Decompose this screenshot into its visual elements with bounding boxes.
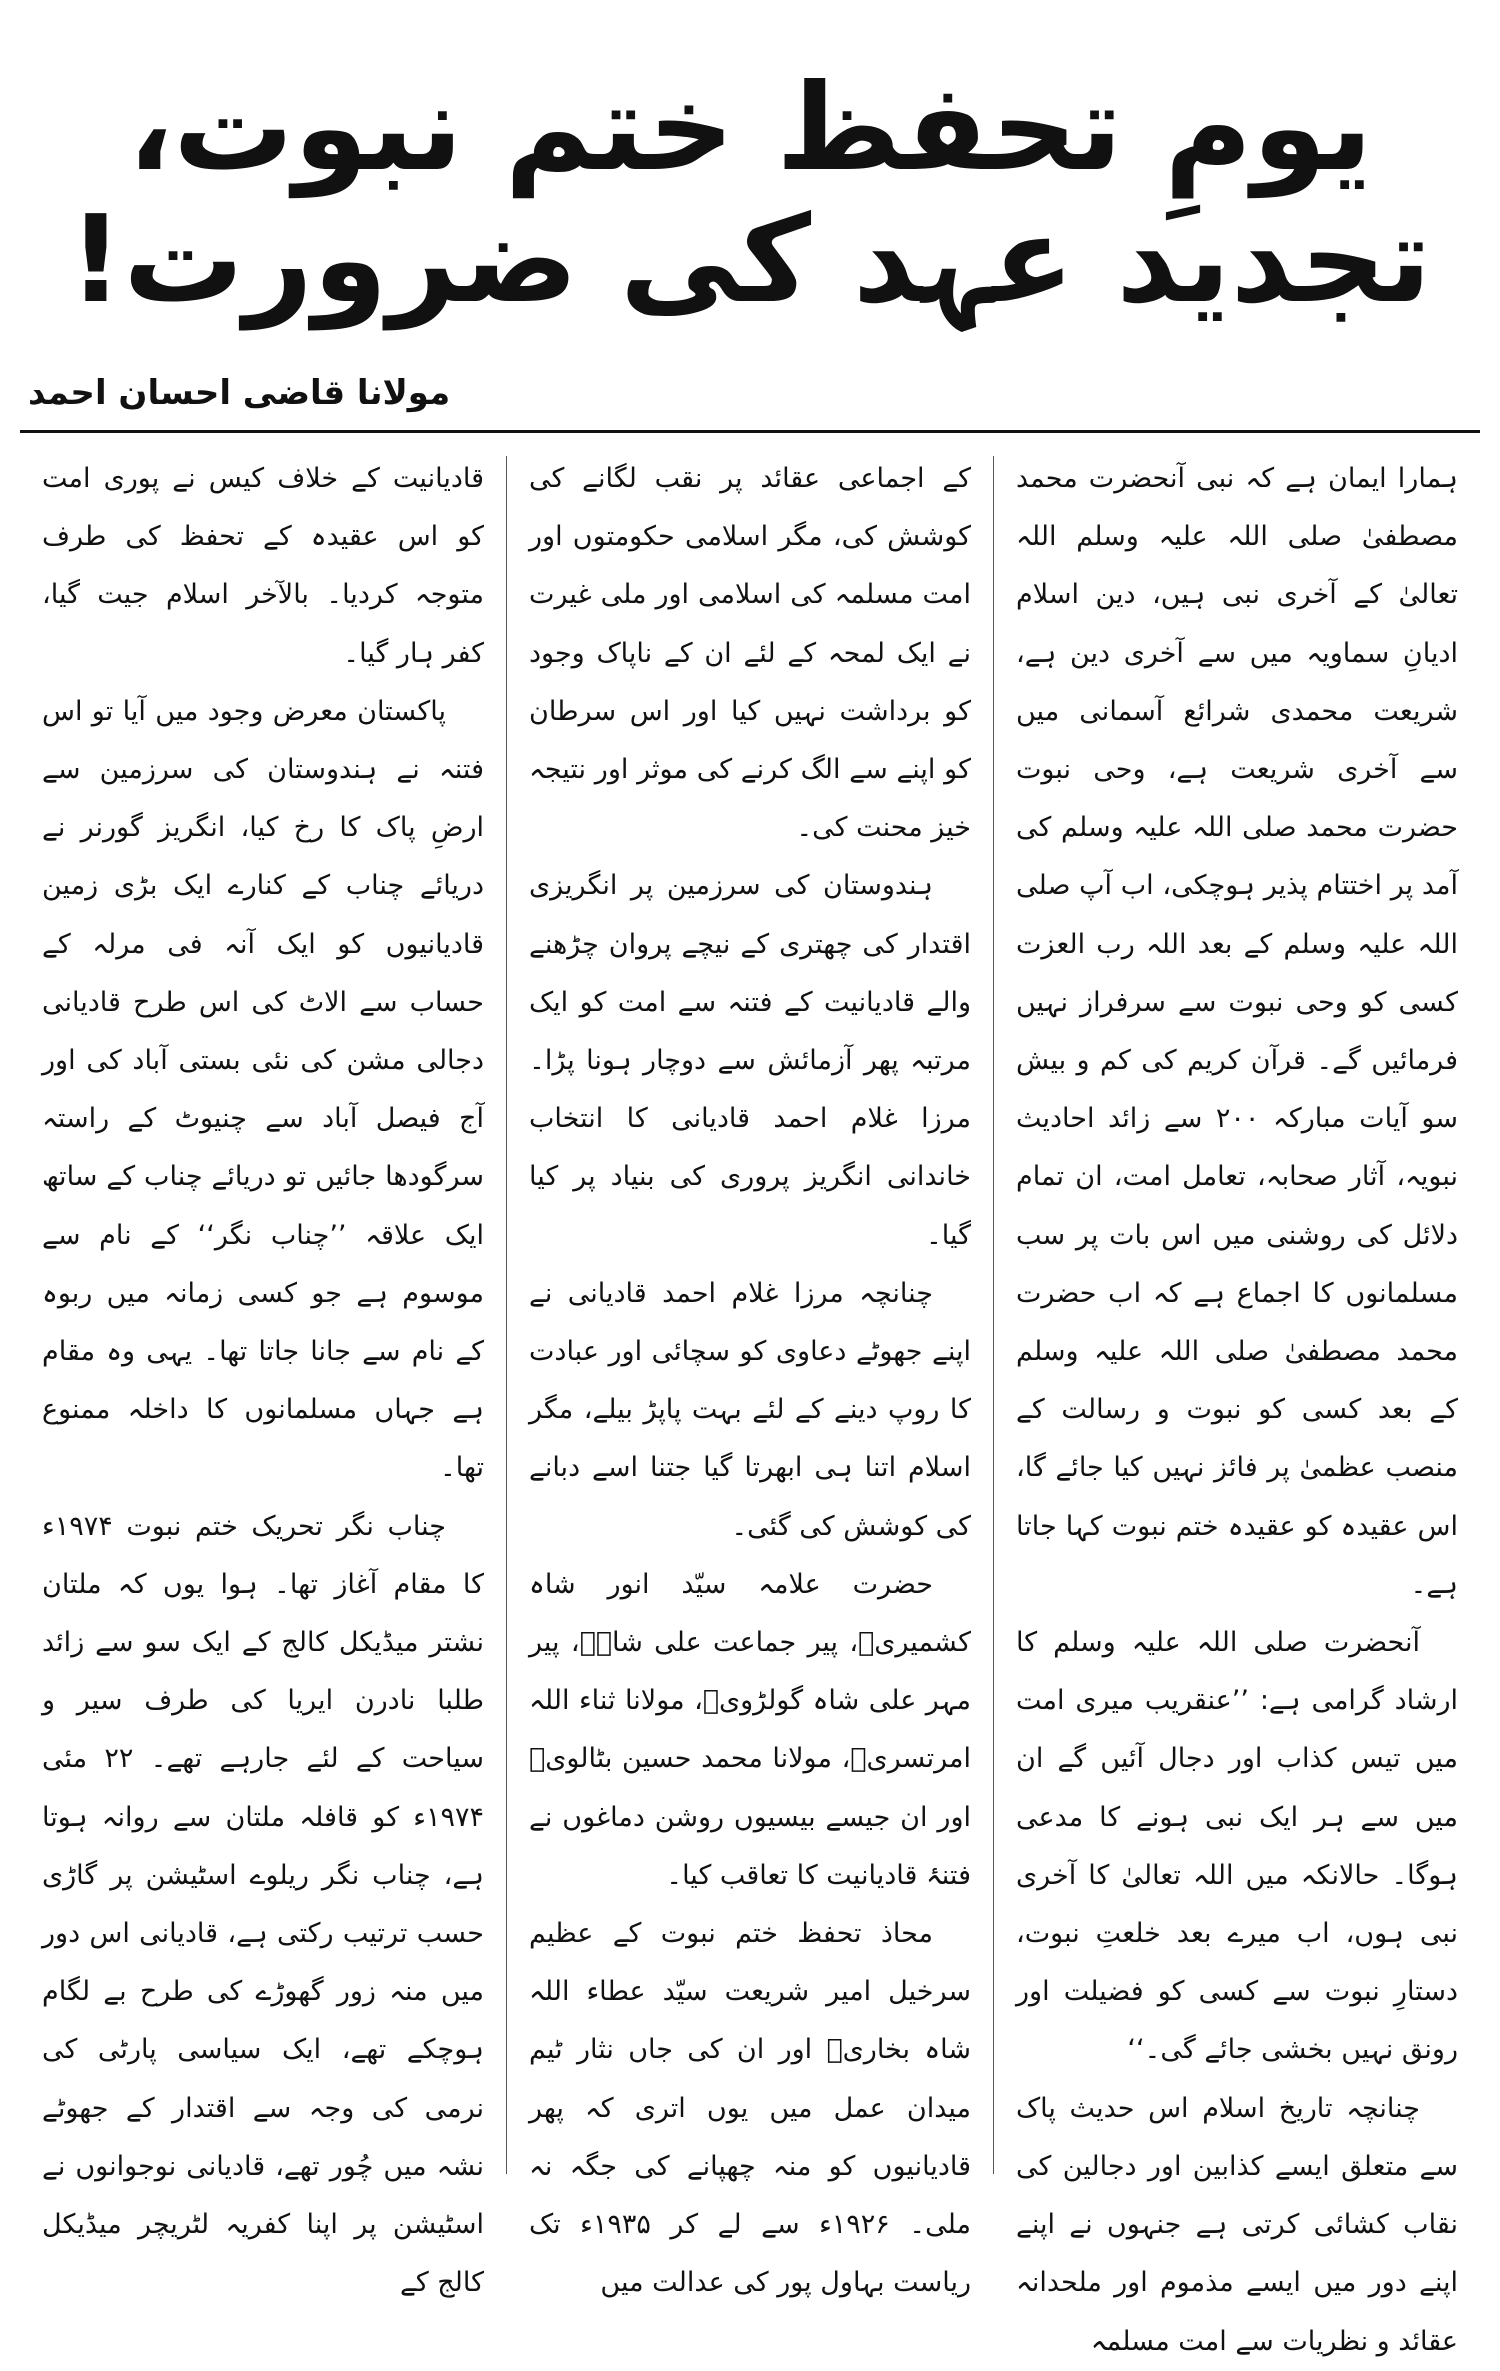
paragraph: آنحضرت صلی اللہ علیہ وسلم کا ارشاد گرامی ہے: ’’عنقریب میری امت میں تیس کذاب اور دجال آئیں گے ان میں سے ہر ایک نبی ہونے کا مدعی ہوگا۔ حالانکہ میں اللہ تعالیٰ کا آخری نبی ہوں، اب میرے بعد خلعتِ نبوت، دستارِ نبوت سے کسی کو فضیلت اور رونق نہیں بخشی جائے گی۔‘‘ [1016,1627,1458,2066]
article-body [20,450,1480,2357]
paragraph: چناب نگر تحریک ختم نبوت ۱۹۷۴ء کا مقام آغاز تھا۔ ہوا یوں کہ ملتان نشتر میڈیکل کالج کے ایک سو سے زائد طلبا نادرن ایریا کی طرف سیر و سیاحت کے لئے جارہے تھے۔ ۲۲ مئی ۱۹۷۴ء کو قافلہ ملتان سے روانہ ہوتا ہے، چناب نگر ریلوے اسٹیشن پر گاڑی حسب ترتیب رکتی ہے، قادیانی اس دور میں منہ زور گھوڑے کی طرح بے لگام ہوچکے تھے، ایک سیاسی پارٹی کی نرمی کی وجہ سے اقتدار کے جھوٹے نشہ میں چُور تھے، قادیانی نوجوانوں نے اسٹیشن پر اپنا کفریہ لٹریچر میڈیکل کالج کے [42,1510,484,2299]
column-middle [507,450,993,2299]
paragraph: چنانچہ مرزا غلام احمد قادیانی نے اپنے جھوٹے دعاوی کو سچائی اور عبادت کا روپ دینے کے لئے بہت پاپڑ بیلے، مگر اسلام اتنا ہی ابھرتا گیا جتنا اسے دبانے کی کوشش کی گئی۔ [529,1277,971,1542]
paragraph: ہمارا ایمان ہے کہ نبی آنحضرت محمد مصطفیٰ صلی اللہ علیہ وسلم اللہ تعالیٰ کے آخری نبی ہیں، دین اسلام ادیانِ سماویہ میں سے آخری دین ہے، شریعت محمدی شرائع آسمانی میں سے آخری شریعت ہے، وحی نبوت حضرت محمد صلی اللہ علیہ وسلم کی آمد پر اختتام پذیر ہوچکی، اب آپ صلی اللہ علیہ وسلم کے بعد اللہ رب العزت کسی کو وحی نبوت سے سرفراز نہیں فرمائیں گے۔ قرآن کریم کی کم و بیش سو آیات مبارکہ ۲۰۰ سے زائد احادیث نبویہ، آثار صحابہ، تعامل امت، ان تمام دلائل کی روشنی میں اس بات پر سب مسلمانوں کا اجماع ہے کہ اب حضرت محمد مصطفیٰ صلی اللہ علیہ وسلم کے بعد کسی کو نبوت و رسالت کے منصب عظمیٰ پر فائز نہیں کیا جائے گا، اس عقیدہ کو عقیدہ ختم نبوت کہا جاتا ہے۔ [1016,463,1458,1600]
paragraph: حضرت علامہ سیّد انور شاہ کشمیریؒ، پیر جماعت علی شاہؒ، پیر مہر علی شاہ گولڑویؒ، مولانا ثناء اللہ امرتسریؒ، مولانا محمد حسین بٹالویؒ اور ان جیسے بیسیوں روشن دماغوں نے فتنۂ قادیانیت کا تعاقب کیا۔ [529,1568,971,1891]
paragraph: قادیانیت کے خلاف کیس نے پوری امت کو اس عقیدہ کے تحفظ کی طرف متوجہ کردیا۔ بالآخر اسلام جیت گیا، کفر ہار گیا۔ [42,463,484,669]
paragraph: ہندوستان کی سرزمین پر انگریزی اقتدار کی چھتری کے نیچے پروان چڑھنے والے قادیانیت کے فتنہ سے امت کو ایک مرتبہ پھر آزمائش سے دوچار ہونا پڑا۔ مرزا غلام احمد قادیانی کا انتخاب خاندانی انگریز پروری کی بنیاد پر کیا گیا۔ [529,870,971,1251]
paragraph: کے اجماعی عقائد پر نقب لگانے کی کوشش کی، مگر اسلامی حکومتوں اور امت مسلمہ کی اسلامی اور ملی غیرت نے ایک لمحہ کے لئے ان کے ناپاک وجود کو برداشت نہیں کیا اور اس سرطان کو اپنے سے الگ کرنے کی موثر اور نتیجہ خیز محنت کی۔ [529,463,971,844]
paragraph: پاکستان معرض وجود میں آیا تو اس فتنہ نے ہندوستان کی سرزمین سے ارضِ پاک کا رخ کیا، انگریز گورنر نے دریائے چناب کے کنارے ایک بڑی زمین قادیانیوں کو ایک آنہ فی مرلہ کے حساب سے الاٹ کی اس طرح قادیانی دجالی مشن کی نئی بستی آباد کی اور آج فیصل آباد سے چنیوٹ کے راستہ سرگودھا جائیں تو دریائے چناب کے ساتھ ایک علاقہ ’’چناب نگر‘‘ کے نام سے موسوم ہے جو کسی زمانہ میں ربوہ کے نام سے جانا جاتا تھا۔ یہی وہ مقام ہے جہاں مسلمانوں کا داخلہ ممنوع تھا۔ [42,695,484,1484]
article-byline: مولانا قاضی احسان احمد [28,373,451,413]
paragraph: محاذ تحفظ ختم نبوت کے عظیم سرخیل امیر شریعت سیّد عطاء اللہ شاہ بخاریؒ اور ان کی جاں نثار ٹیم میدان عمل میں یوں اتری کہ پھر قادیانیوں کو منہ چھپانے کی جگہ نہ ملی۔ ۱۹۲۶ء سے لے کر ۱۹۳۵ء تک ریاست بہاول پور کی عدالت میں [529,1918,971,2299]
paragraph: چنانچہ تاریخ اسلام اس حدیث پاک سے متعلق ایسے کذابین اور دجالین کی نقاب کشائی کرتی ہے جنہوں نے اپنے اپنے دور میں ایسے مذموم اور ملحدانہ عقائد و نظریات سے امت مسلمہ [1016,2092,1458,2357]
column-left [20,450,506,2299]
column-right [994,450,1480,2357]
article-headline: یومِ تحفظ ختم نبوت، تجدید عہد کی ضرورت! [68,59,1432,330]
header-divider [20,430,1480,433]
